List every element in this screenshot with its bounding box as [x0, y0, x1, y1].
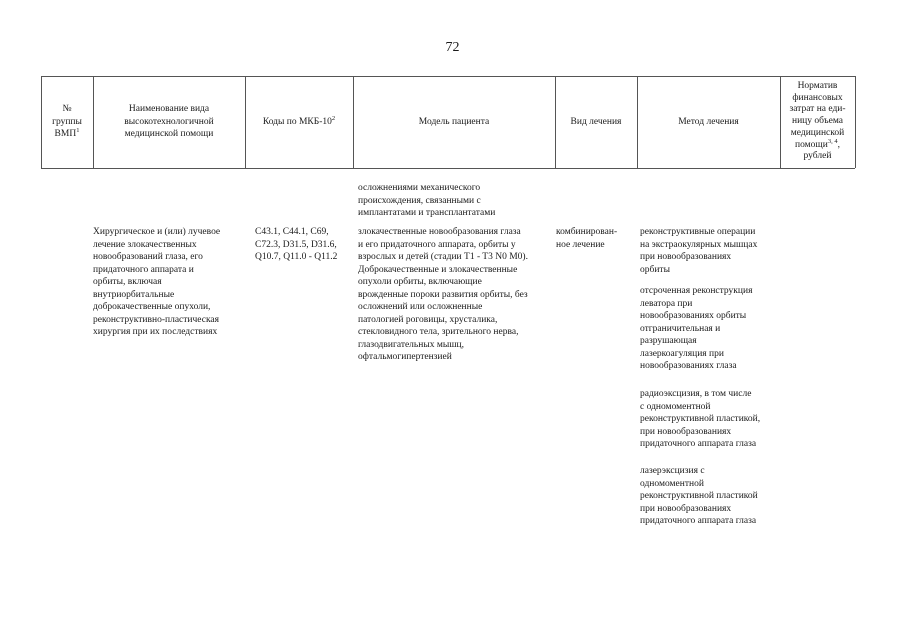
header-cost-unit: , рублей — [803, 139, 840, 162]
treatment-type-cell: комбинирован- ное лечение — [556, 227, 618, 250]
icd-codes-cell: C43.1, C44.1, C69, C72.3, D31.5, D31.6, Q10.7, Q11.0 - Q11.2 — [255, 227, 338, 262]
header-icd-codes — [245, 76, 353, 168]
footnote-ref: 2 — [331, 114, 336, 122]
header-icd-codes-text: Коды по МКБ-10 — [262, 116, 332, 127]
footnote-ref: 3, 4 — [827, 137, 838, 145]
continuation-model-text: осложнениями механического происхождения, связанными с имплантатами и трансплантатами — [358, 183, 496, 218]
col-divider — [855, 76, 856, 168]
method-item: лазерэксцизия с одномоментной реконструктивной пластикой при новообразованиях придаточного аппарата глаза — [640, 466, 758, 526]
header-cost-text: Норматив финансовых затрат на еди- ницу объема медицинской помощи — [789, 80, 846, 150]
header-care-name: Наименование вида высокотехнологичной медицинской помощи — [124, 104, 214, 140]
header-treatment-type: Вид лечения — [570, 116, 622, 127]
footnote-ref: 1 — [76, 127, 80, 135]
page-number: 72 — [445, 40, 460, 55]
header-group-number — [41, 76, 93, 168]
header-group-number-text: № группы ВМП — [52, 104, 82, 140]
header-bottom-border — [41, 168, 855, 169]
method-item: реконструктивные операции на экстраокулярных мышцах при новообразованиях орбиты — [640, 227, 758, 275]
care-name-cell: Хирургическое и (или) лучевое лечение злокачественных новообразований глаза, его придаточного аппарата и орбиты, включая внутриорбитальные доброкачественные опухоли, реконструктивно-пластическая хирургия при их последствиях — [93, 227, 221, 337]
header-cost-standard — [780, 76, 855, 168]
patient-model-cell: злокачественные новообразования глаза и его придаточного аппарата, орбиты у взрослых и детей (стадии T1 - T3 N0 M0). Доброкачественные и злокачественные опухоли орбиты, включающие врожденные пороки развития орбиты, без осложнений или осложненные патологией роговицы, хрусталика, стекловидного тела, зрительного нерва, глазодвигательных мышц, офтальмогипертензией — [358, 227, 528, 362]
method-item: отсроченная реконструкция леватора при новообразованиях орбиты отграничительная и разрушающая лазеркоагуляция при новообразованиях глаза — [640, 286, 753, 371]
method-item: радиоэксцизия, в том числе с одномоментной реконструктивной пластикой, при новообразованиях придаточного аппарата глаза — [640, 389, 761, 449]
header-patient-model: Модель пациента — [418, 116, 490, 127]
header-treatment-method: Метод лечения — [678, 116, 739, 127]
